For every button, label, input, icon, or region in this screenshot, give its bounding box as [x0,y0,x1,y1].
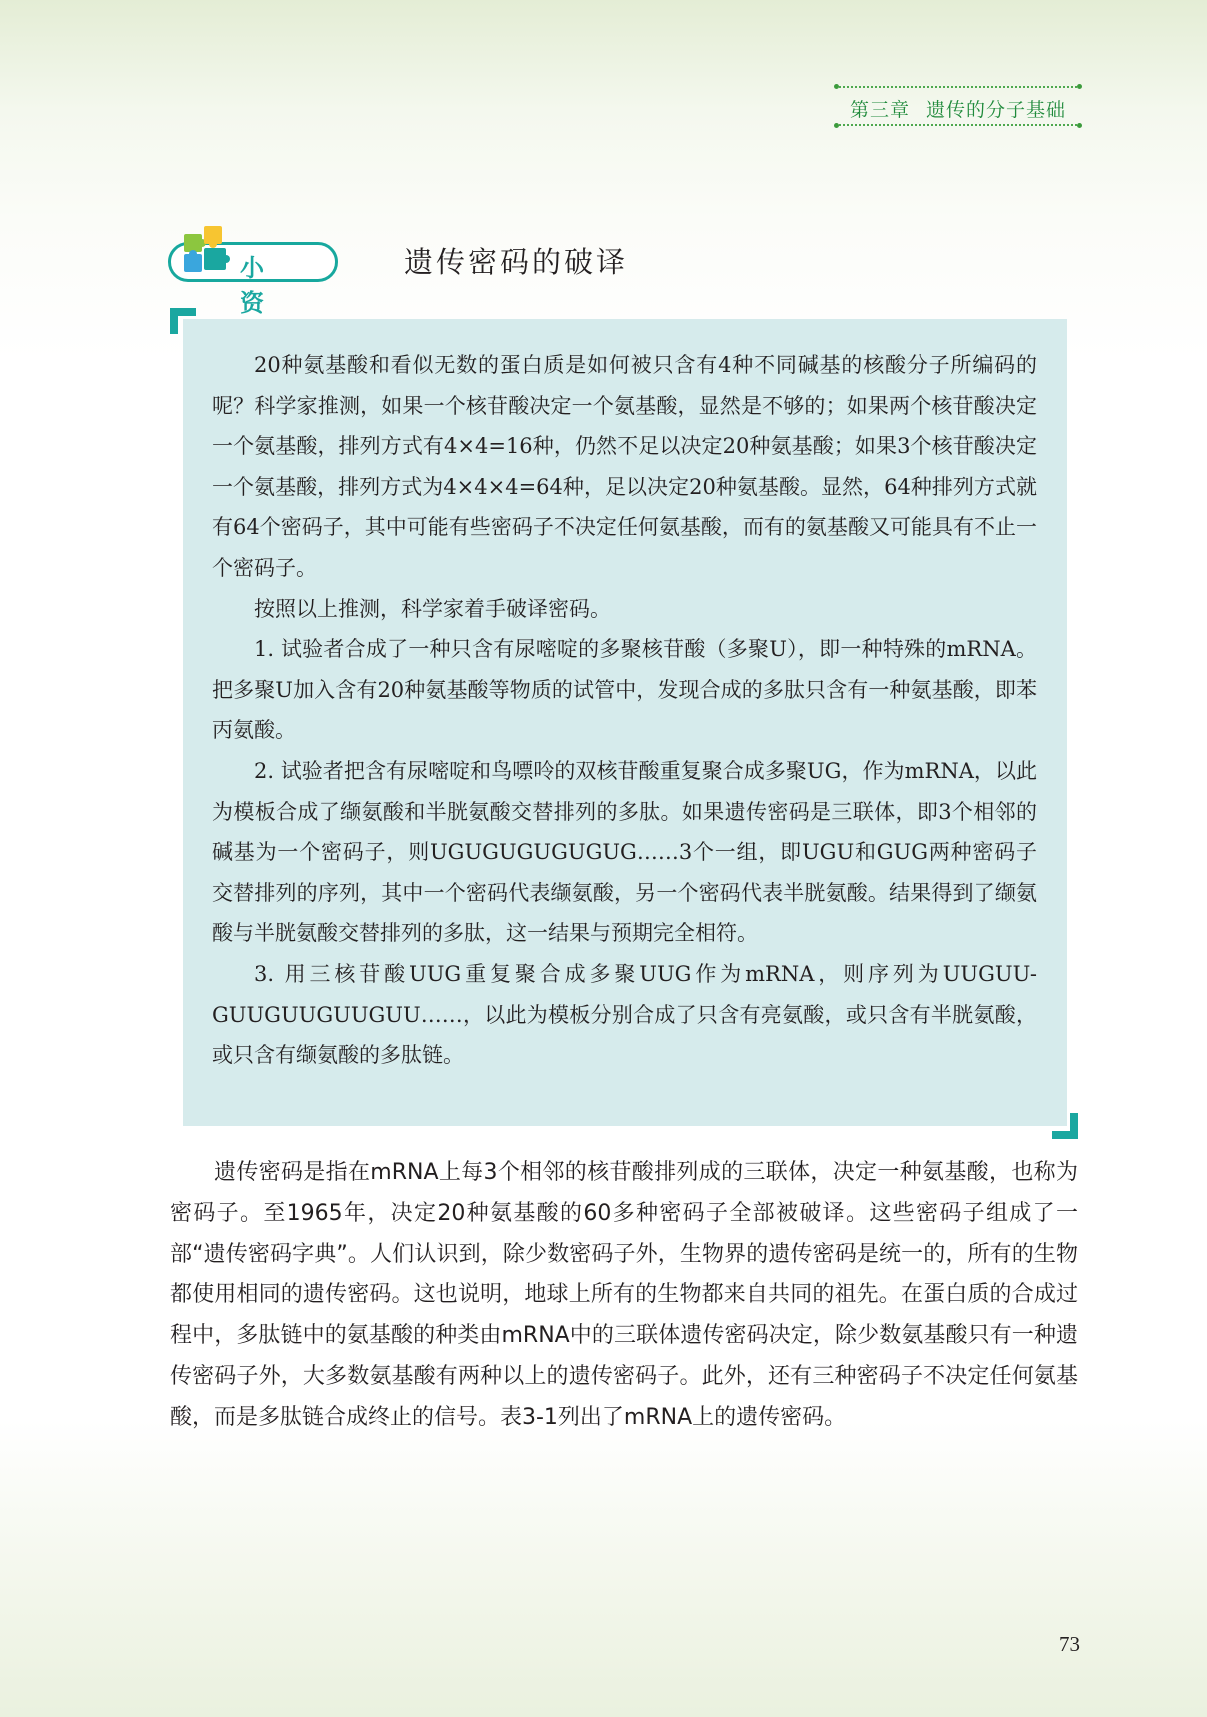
header-dot [834,84,839,89]
chapter-label [836,95,1080,122]
header-dot [834,123,839,128]
section-title: 遗传密码的破译 [404,245,629,279]
header-dot [1077,123,1082,128]
header-rule-top [836,86,1080,88]
info-paragraph: 20种氨基酸和看似无数的蛋白质是如何被只含有4种不同碱基的核酸分子所编码的呢？科学家推测，如果一个核苷酸决定一个氨基酸，显然是不够的；如果两个核苷酸决定一个氨基酸，排列方式有4×4=16种，仍然不足以决定20种氨基酸；如果3个核苷酸决定一个氨基酸，排列方式为4×4×4=64种，足以决定20种氨基酸。显然，64种排列方式就有64个密码子，其中可能有些密码子不决定任何氨基酸，而有的氨基酸又可能具有不止一个密码子。 [212,353,1037,580]
puzzle-pieces-icon [182,224,238,280]
badge-label: 小资 [240,254,265,317]
header-dot [1077,84,1082,89]
chapter-number: 第三章 [849,99,910,121]
body-text [170,1153,1078,1439]
info-paragraph: 按照以上推测，科学家着手破译密码。 [254,596,611,621]
header-rule-bottom [836,124,1080,126]
body-paragraph: 遗传密码是指在mRNA上每3个相邻的核苷酸排列成的三联体，决定一种氨基酸，也称为密码子。至1965年，决定20种氨基酸的60多种密码子全部被破译。这些密码子组成了一部“遗传密码字典”。人们认识到，除少数密码子外，生物界的遗传密码是统一的，所有的生物都使用相同的遗传密码。这也说明，地球上所有的生物都来自共同的祖先。在蛋白质的合成过程中，多肽链中的氨基酸的种类由mRNA中的三联体遗传密码决定，除少数氨基酸只有一种遗传密码子外，大多数氨基酸有两种以上的遗传密码子。此外，还有三种密码子不决定任何氨基酸，而是多肽链合成终止的信号。表3-1列出了mRNA上的遗传密码。 [170,1160,1078,1430]
info-paragraph: 2. 试验者把含有尿嘧啶和鸟嘌呤的双核苷酸重复聚合成多聚UG，作为mRNA，以此为模板合成了缬氨酸和半胱氨酸交替排列的多肽。如果遗传密码是三联体，即3个相邻的碱基为一个密码子，则UGUGUGUGUGUG……3个一组，即UGU和GUG两种密码子交替排列的序列，其中一个密码代表缬氨酸，另一个密码代表半胱氨酸。结果得到了缬氨酸与半胱氨酸交替排列的多肽，这一结果与预期完全相符。 [212,758,1037,946]
chapter-title: 遗传的分子基础 [926,99,1067,121]
info-paragraph: 1. 试验者合成了一种只含有尿嘧啶的多聚核苷酸（多聚U），即一种特殊的mRNA。把多聚U加入含有20种氨基酸等物质的试管中，发现合成的多肽只含有一种氨基酸，即苯丙氨酸。 [212,637,1037,743]
info-box [183,319,1067,1126]
page-number: 73 [1059,1632,1080,1656]
chapter-header [836,86,1080,126]
info-paragraph: 3. 用三核苷酸UUG重复聚合成多聚UUG作为mRNA，则序列为UUGUU-GUUGUUGUUGUU……，以此为模板分别合成了只含有亮氨酸，或只含有半胱氨酸，或只含有缬氨酸的多肽链。 [212,961,1037,1068]
